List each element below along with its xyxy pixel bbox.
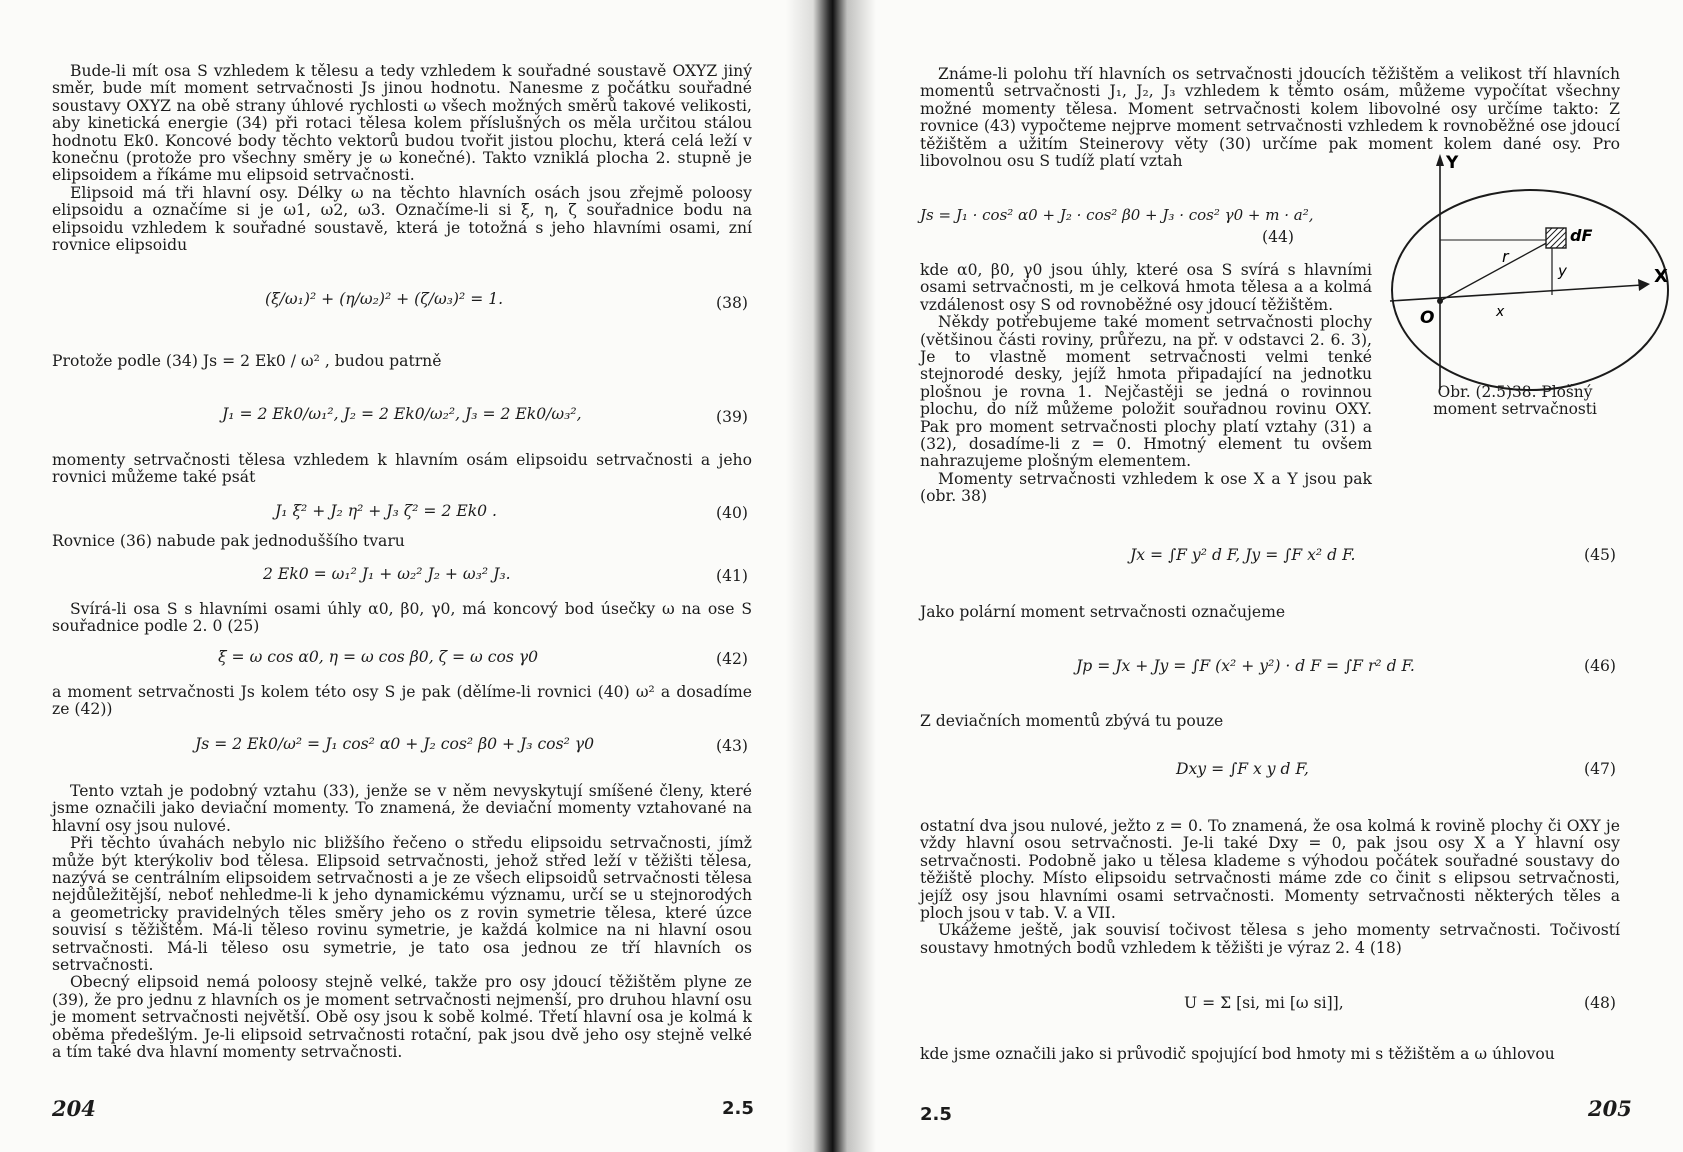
origin-point bbox=[1437, 298, 1443, 304]
fig-label-df: dF bbox=[1570, 226, 1593, 245]
equation-47: Dxy = ∫F x y d F, bbox=[1176, 760, 1309, 778]
left-paragraph-6: Svírá-li osa S s hlavními osami úhly α0, β0, γ0, má koncový bod úsečky ω na ose S souřadnice podle 2. 0 (25) bbox=[52, 600, 752, 636]
right-paragraph-6: Z deviačních momentů zbývá tu pouze bbox=[920, 712, 1224, 730]
equation-39: J₁ = 2 Ek0/ω₁², J₂ = 2 Ek0/ω₂², J₃ = 2 Ek0/ω₃², bbox=[222, 405, 582, 423]
left-text-block-3 bbox=[52, 533, 752, 550]
right-text-block-2 bbox=[920, 262, 1372, 506]
section-number-right: 2.5 bbox=[920, 1104, 952, 1125]
figure-caption: Obr. (2.5)38. Plošný moment setrvačnosti bbox=[1433, 383, 1597, 418]
right-paragraph-9: kde jsme označili jako si průvodič spojující bod hmoty mi s těžištěm a ω úhlovou bbox=[920, 1045, 1555, 1063]
equation-38: (ξ/ω₁)² + (η/ω₂)² + (ζ/ω₃)² = 1. bbox=[265, 290, 504, 308]
fig-label-y-small: y bbox=[1558, 262, 1567, 280]
fig-label-y: Y bbox=[1446, 153, 1459, 173]
left-text-block-4 bbox=[52, 601, 752, 636]
right-paragraph-7: ostatní dva jsou nulové, ježto z = 0. To znamená, že osa kolmá k rovině plochy či OXY je vždy hlavní osou setrvačnosti. Je-li také Dxy = 0, pak jsou osy X a Y hlavní osy setrvačnosti. Podobně jako u tělesa klademe s výhodou počátek souřadné soustavy do těžiště plochy. Místo elipsoidu setrvačnosti máme zde co činit s elipsou setrvačnosti, jejíž osy jsou hlavními osami setrvačnosti. Momenty setrvačnosti některých těles a ploch jsou v tab. V. a VII. bbox=[920, 817, 1620, 923]
equation-number-41: (41) bbox=[716, 567, 749, 585]
left-paragraph-10: Obecný elipsoid nemá poloosy stejně velké, takže pro osy jdoucí těžištěm plyne ze (39), že pro jednu z hlavních os je moment setrvačnosti nejmenší, pro druhou hlavní osu je moment setrvačnosti největší. Obě osy jsou k sobě kolmé. Třetí hlavní osa je kolmá k oběma předešlým. Je-li elipsoid setrvačnosti rotační, pak jsou dvě jeho osy stejně velké a tím také dva hlavní momenty setrvačnosti. bbox=[52, 973, 752, 1062]
right-paragraph-8: Ukážeme ještě, jak souvisí točivost tělesa s jeho momenty setrvačnosti. Točivostí soustavy hmotných bodů vzhledem k těžišti je výraz 2. 4 (18) bbox=[920, 921, 1620, 957]
left-paragraph-3a: Protože podle (34) Js = 2 Ek0 / ω² bbox=[52, 352, 320, 370]
right-paragraph-3: Někdy potřebujeme také moment setrvačnosti plochy (většinou části roviny, průřezu, na př. v odstavci 2. 6. 3), Je to vlastně moment setrvačnosti velmi tenké stejnorodé desky, jejíž hmota připadající na jednotku plošnou je rovna 1. Nejčastěji se jedná o rovinnou plochu, do níž můžeme položit souřadnou rovinu OXY. Pak pro moment setrvačnosti plochy platí vztahy (31) a (32), dosadíme-li z = 0. Hmotný element tu ovšem nahrazujeme plošným elementem. bbox=[920, 313, 1372, 471]
left-paragraph-4: momenty setrvačnosti tělesa vzhledem k hlavním osám elipsoidu setrvačnosti a jeho rovnici můžeme také psát bbox=[52, 451, 752, 487]
page-number-right: 205 bbox=[1588, 1096, 1632, 1121]
equation-number-43: (43) bbox=[716, 737, 749, 755]
left-paragraph-8: Tento vztah je podobný vztahu (33), jenže se v něm nevyskytují smíšené členy, které jsme označili jako deviační momenty. To znamená, že deviační momenty vztahované na hlavní osy jsou nulové. bbox=[52, 782, 752, 835]
right-text-block-4 bbox=[920, 604, 1620, 621]
fig-label-r: r bbox=[1502, 247, 1509, 266]
fig-label-x-small: x bbox=[1496, 304, 1505, 320]
equation-43: Js = 2 Ek0/ω² = J₁ cos² α0 + J₂ cos² β0 + J₃ cos² γ0 bbox=[195, 735, 595, 753]
left-text-block-1 bbox=[52, 63, 752, 254]
book-gutter bbox=[786, 0, 876, 1152]
page-number-left: 204 bbox=[52, 1096, 96, 1121]
fig-label-x: X bbox=[1654, 266, 1668, 287]
y-axis-arrow bbox=[1436, 154, 1444, 166]
left-paragraph-5: Rovnice (36) nabude pak jednoduššího tvaru bbox=[52, 532, 405, 550]
left-paragraph-7: a moment setrvačnosti Js kolem této osy S je pak (dělíme-li rovnici (40) ω² a dosadíme ze (42)) bbox=[52, 683, 752, 719]
area-outline bbox=[1392, 190, 1668, 390]
right-text-block-6 bbox=[920, 818, 1620, 957]
equation-number-48: (48) bbox=[1584, 994, 1617, 1012]
equation-42: ξ = ω cos α0, η = ω cos β0, ζ = ω cos γ0 bbox=[218, 648, 539, 666]
equation-46: Jp = Jx + Jy = ∫F (x² + y²) · d F = ∫F r² d F. bbox=[1076, 657, 1415, 675]
x-axis-arrow bbox=[1638, 279, 1650, 291]
equation-45: Jx = ∫F y² d F, Jy = ∫F x² d F. bbox=[1130, 546, 1356, 564]
x-axis bbox=[1390, 285, 1642, 301]
equation-number-42: (42) bbox=[716, 650, 749, 668]
equation-number-38: (38) bbox=[716, 294, 749, 312]
left-text-block-6 bbox=[52, 783, 752, 1062]
equation-number-44: (44) bbox=[1262, 228, 1295, 246]
left-paragraph-2: Elipsoid má tři hlavní osy. Délky ω na těchto hlavních osách jsou zřejmě poloosy elipsoidu a označíme si je ω1, ω2, ω3. Označíme-li si ξ, η, ζ souřadnice bodu na elipsoidu vzhledem k souřadné soustavě, která je totožná s jeho hlavními osami, zní rovnice elipsoidu bbox=[52, 183, 752, 255]
left-paragraph-9: Při těchto úvahách nebylo nic bližšího řečeno o středu elipsoidu setrvačnosti, jímž může být kterýkoliv bod tělesa. Elipsoid setrvačnosti, jehož střed leží v těžišti tělesa, nazývá se centrálním elipsoidem setrvačnosti a je ze všech elipsoidů setrvačnosti tělesa nejdůležitější, neboť nehledme-li k jeho dynamickému významu, určí se u stejnorodých a geometricky pravidelných těles směry jeho os z rovin symetrie tělesa, které úzce souvisí s těžištěm. Má-li těleso rovinu symetrie, je každá kolmice na ni hlavní osou setrvačnosti. Má-li těleso osu symetrie, je tato osa jednou ze tří hlavních os setrvačnosti. bbox=[52, 834, 752, 975]
plane-moment-figure bbox=[1380, 150, 1676, 410]
left-paragraph-1: Bude-li mít osa S vzhledem k tělesu a tedy vzhledem k souřadné soustavě OXYZ jiný směr, bude mít moment setrvačnosti Js jinou hodnotu. Nanesme z počátku souřadné soustavy OXYZ na obě strany úhlové rychlosti ω všech možných směrů takové velikosti, aby kinetická energie (34) při rotaci tělesa kolem příslušných os měla určitou stálou hodnotu Ek0. Koncové body těchto vektorů budou tvořit jistou plochu, která celá leží v konečnu (protože pro všechny směry je ω konečné). Takto vzniklá plocha 2. stupně je elipsoidem a říkáme mu elipsoid setrvačnosti. bbox=[52, 62, 752, 185]
equation-40: J₁ ξ² + J₂ η² + J₃ ζ² = 2 Ek0 . bbox=[275, 502, 497, 520]
section-number-left: 2.5 bbox=[722, 1098, 754, 1119]
equation-number-47: (47) bbox=[1584, 760, 1617, 778]
right-paragraph-2: kde α0, β0, γ0 jsou úhly, které osa S svírá s hlavními osami setrvačnosti, m je celková hmota tělesa a a kolmá vzdálenost osy S od rovnoběžné osy jdoucí těžištěm. bbox=[920, 261, 1372, 314]
right-text-block-7 bbox=[920, 1046, 1620, 1063]
equation-41: 2 Ek0 = ω₁² J₁ + ω₂² J₂ + ω₃² J₃. bbox=[263, 565, 511, 583]
left-paragraph-3b: , budou patrně bbox=[324, 352, 442, 370]
equation-48: U = Σ [si, mi [ω si]], bbox=[1184, 994, 1344, 1012]
left-page bbox=[0, 0, 820, 1152]
equation-44: Js = J₁ · cos² α0 + J₂ · cos² β0 + J₃ · cos² γ0 + m · a², bbox=[920, 206, 1314, 224]
right-paragraph-4: Momenty setrvačnosti vzhledem k ose X a Y jsou pak (obr. 38) bbox=[920, 469, 1372, 506]
right-page bbox=[828, 0, 1683, 1152]
left-text-block-5 bbox=[52, 684, 752, 719]
left-paragraph-3 bbox=[52, 352, 441, 370]
right-paragraph-5: Jako polární moment setrvačnosti označujeme bbox=[920, 603, 1286, 621]
left-text-block-2 bbox=[52, 452, 752, 487]
right-paragraph-1: Známe-li polohu tří hlavních os setrvačnosti jdoucích těžištěm a velikost tří hlavních momentů setrvačnosti J₁, J₂, J₃ vzhledem k těmto osám, můžeme vypočítat všechny možné momenty tělesa. Moment setrvačnosti kolem libovolné osy určíme takto: Z rovnice (43) vypočteme nejprve moment setrvačnosti vzhledem k rovnoběžné ose jdoucí těžištěm a užitím Steinerovy věty (30) určíme pak moment kolem dané osy. Pro libovolnou osu S tudíž platí vztah bbox=[920, 65, 1620, 171]
equation-number-40: (40) bbox=[716, 504, 749, 522]
fig-label-o: O bbox=[1420, 308, 1435, 328]
equation-number-39: (39) bbox=[716, 408, 749, 426]
equation-number-45: (45) bbox=[1584, 546, 1617, 564]
equation-number-46: (46) bbox=[1584, 657, 1617, 675]
right-text-block-5 bbox=[920, 713, 1620, 730]
